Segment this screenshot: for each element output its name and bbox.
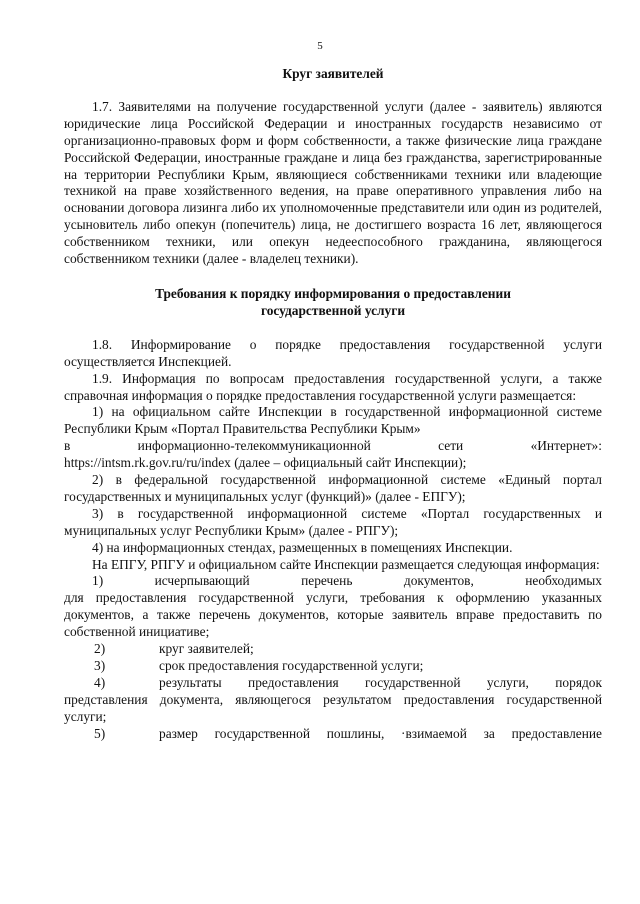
list-item-4 <box>64 675 602 692</box>
word: исчерпывающий <box>154 573 250 589</box>
item-official-site-url: https://intsm.rk.gov.ru/ru/index (далее – официальный сайт Инспекции); <box>64 455 467 471</box>
list-text: результаты предоставления государственной услуги, порядок <box>159 674 602 690</box>
paragraph-info-list-intro: На ЕПГУ, РПГУ и официальном сайте Инспекции размещается следующая информация: <box>92 556 600 572</box>
word: перечень <box>301 573 353 589</box>
item-stands: 4) на информационных стендах, размещенных в помещениях Инспекции. <box>92 539 513 555</box>
list-item-5 <box>64 726 602 743</box>
heading-line-2: государственной услуги <box>260 302 406 318</box>
list-item-2 <box>64 641 602 658</box>
document-body <box>64 66 602 743</box>
list-text: размер государственной пошлины, ·взимаемой за предоставление <box>159 725 602 741</box>
paragraph-1-7: 1.7. Заявителями на получение государственной услуги (далее - заявитель) являются юридические лица Российской Федерации и иностранных государств независимо от организационно-правовых форм и форм собственности, а также физические лица граждане Российской Федерации, иностранные граждане и лица без гражданства, зарегистрированные на территории Республики Крым, являющиеся собственниками техники или владеющие техникой на праве хозяйственного ведения, на праве оперативного управления либо на основании договора лизинга либо их уполномоченные представители или один из родителей, усыновитель либо опекун (попечитель) лица, не достигшего возраста 16 лет, являющегося собственником техники, или опекун недееспособного гражданина, являющегося собственником техники (далее - владелец техники). <box>64 98 602 267</box>
word: документов, <box>403 573 474 589</box>
item-official-site: 1) на официальном сайте Инспекции в государственной информационной системе Республики Крым «Портал Правительства Республики Крым» <box>64 404 602 437</box>
list-number: 3) <box>94 658 106 673</box>
list-item-1-rest: для предоставления государственной услуги, требования к оформлению указанных документов, а также перечень документов, которые заявитель вправе предоставить по собственной инициативе; <box>64 590 602 640</box>
list-item-4-rest: представления документа, являющегося результатом предоставления государственной услуги; <box>64 691 602 724</box>
item-epgu: 2) в федеральной государственной информационной системе «Единый портал государственных и муниципальных услуг (функций)» (далее - ЕПГУ); <box>64 472 602 504</box>
list-item-1-line-1 <box>64 573 602 590</box>
section-heading-informing <box>64 286 602 320</box>
list-number: 1) <box>92 573 104 589</box>
page-number: 5 <box>317 40 323 52</box>
list-number: 4) <box>94 674 106 690</box>
section-heading-applicants: Круг заявителей <box>282 66 384 81</box>
list-text: круг заявителей; <box>159 641 254 657</box>
word: необходимых <box>525 573 602 589</box>
list-item-3 <box>64 658 602 675</box>
list-number: 2) <box>94 641 106 657</box>
list-number: 5) <box>94 725 106 741</box>
heading-line-1: Требования к порядку информирования о предоставлении <box>155 285 511 301</box>
item-rpgu: 3) в государственной информационной системе «Портал государственных и муниципальных услуг Республики Крым» (далее - РПГУ); <box>64 505 602 538</box>
word: в <box>64 438 71 454</box>
list-text: срок предоставления государственной услуги; <box>159 658 424 673</box>
item-official-site-line-2 <box>64 438 602 455</box>
paragraph-1-8: 1.8. Информирование о порядке предоставления государственной услуги осуществляется Инспекцией. <box>64 336 602 369</box>
word: «Интернет»: <box>530 438 602 454</box>
paragraph-1-9: 1.9. Информация по вопросам предоставления государственной услуги, а также справочная информация о порядке предоставления государственной услуги размещается: <box>64 370 602 403</box>
word: сети <box>438 438 464 454</box>
word: информационно-телекоммуникационной <box>137 438 371 454</box>
